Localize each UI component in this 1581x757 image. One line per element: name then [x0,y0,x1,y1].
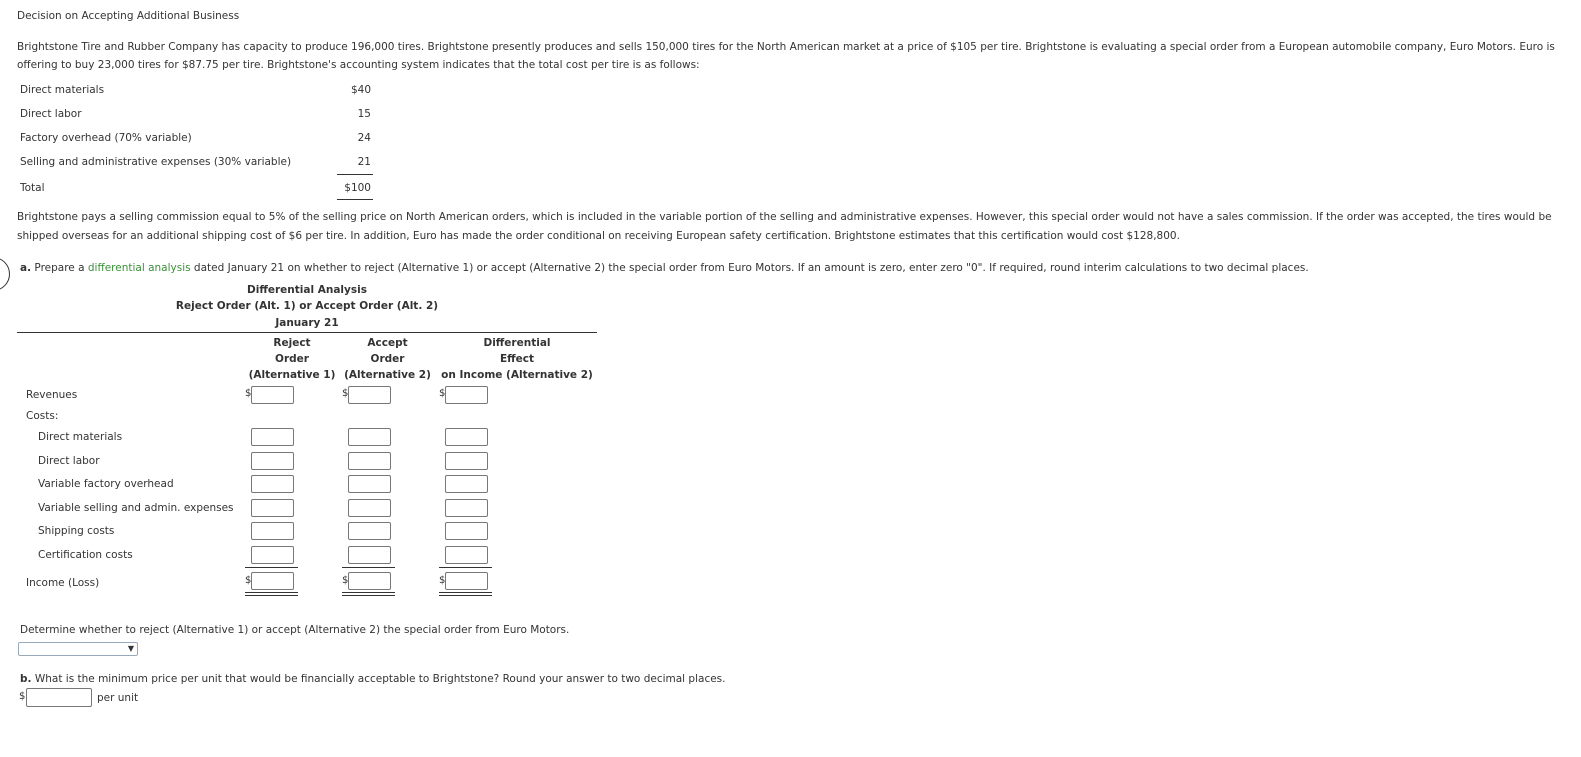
row-label-direct-materials: Direct materials [38,431,123,443]
cost-row-value: $40 [350,84,371,96]
intro-paragraph: Brightstone Tire and Rubber Company has capacity to produce 196,000 tires. Brightstone presently produces and sells 150,000 tires for the North American market at a price of $105 per tire. Brightstone is evaluating a special order from a European automobile company, Euro Motors. Euro is offering to buy 23,000 tires for $87.75 per tire. Brightstone's accounting system indicates that the total cost per tire is as follows: [17,41,1555,71]
row-label-variable-factory-overhead: Variable factory overhead [38,478,174,490]
variable-factory-overhead-accept-input[interactable] [348,475,391,493]
certification-costs-differential-input[interactable] [445,546,488,564]
decision-dropdown[interactable] [18,642,138,656]
direct-materials-accept-input[interactable] [348,428,391,446]
question-a-label: a. [20,262,32,274]
column-header-reject: Reject Order (Alternative 1) [248,337,336,381]
cost-total-rule [337,174,373,175]
question-a [20,262,1309,274]
dollar-sign: $ [19,691,26,702]
analysis-subtitle: Reject Order (Alt. 1) or Accept Order (Alt. 2) [175,300,439,312]
per-unit-label: per unit [97,692,139,704]
row-label-revenues: Revenues [26,389,78,401]
dollar-sign: $ [439,388,446,399]
cost-row-value: $100 [344,182,371,194]
income-reject-input[interactable] [251,572,294,590]
certification-costs-accept-input[interactable] [348,546,391,564]
chevron-down-icon: ▼ [127,644,134,653]
revenues-reject-input[interactable] [251,386,294,404]
analysis-header-rule [17,332,597,333]
shipping-costs-reject-input[interactable] [251,522,294,540]
income-differential-input[interactable] [445,572,488,590]
certification-costs-reject-input[interactable] [251,546,294,564]
double-underline [342,592,395,596]
question-a-pre: Prepare a [34,262,88,274]
subtotal-rule [342,567,395,568]
direct-labor-accept-input[interactable] [348,452,391,470]
row-label-certification-costs: Certification costs [38,549,133,561]
cost-row-value: 15 [357,108,371,120]
variable-selling-admin-differential-input[interactable] [445,499,488,517]
cost-row-label: Factory overhead (70% variable) [20,132,192,144]
direct-materials-reject-input[interactable] [251,428,294,446]
cost-row-value: 24 [357,132,371,144]
minimum-price-input[interactable] [26,688,92,707]
shipping-costs-differential-input[interactable] [445,522,488,540]
question-marker [0,257,10,291]
column-header-accept: Accept Order (Alternative 2) [344,337,431,381]
question-b-label: b. [20,673,32,685]
row-label-shipping-costs: Shipping costs [38,525,115,537]
revenues-differential-input[interactable] [445,386,488,404]
double-underline [439,592,492,596]
variable-factory-overhead-differential-input[interactable] [445,475,488,493]
cost-row-label: Total [20,182,45,194]
dollar-sign: $ [245,575,252,586]
dollar-sign: $ [342,575,349,586]
row-label-income-loss: Income (Loss) [26,577,100,589]
direct-labor-reject-input[interactable] [251,452,294,470]
revenues-accept-input[interactable] [348,386,391,404]
shipping-costs-accept-input[interactable] [348,522,391,540]
income-accept-input[interactable] [348,572,391,590]
analysis-date: January 21 [275,317,339,329]
column-header-differential: Differential Effect on Income (Alternative 2) [441,337,593,381]
differential-analysis-link[interactable]: differential analysis [87,262,191,274]
cost-total-rule [337,199,373,200]
double-underline [245,592,298,596]
cost-row-value: 21 [357,156,371,168]
page-title: Decision on Accepting Additional Business [17,10,240,22]
variable-factory-overhead-reject-input[interactable] [251,475,294,493]
determine-prompt: Determine whether to reject (Alternative 1) or accept (Alternative 2) the special order from Euro Motors. [20,624,570,636]
subtotal-rule [245,567,298,568]
row-label-costs: Costs: [26,410,59,422]
analysis-title: Differential Analysis [247,284,367,296]
direct-materials-differential-input[interactable] [445,428,488,446]
cost-row-label: Selling and administrative expenses (30% variable) [20,156,292,168]
variable-selling-admin-reject-input[interactable] [251,499,294,517]
row-label-variable-selling-admin: Variable selling and admin. expenses [38,502,234,514]
cost-row-label: Direct materials [20,84,105,96]
question-b-text: What is the minimum price per unit that would be financially acceptable to Brightstone? Round your answer to two decimal places. [34,673,726,685]
row-label-direct-labor: Direct labor [38,455,100,467]
subtotal-rule [439,567,492,568]
dollar-sign: $ [245,388,252,399]
commission-paragraph: Brightstone pays a selling commission equal to 5% of the selling price on North American orders, which is included in the variable portion of the selling and administrative expenses. However, this special order would not have a sales commission. If the order was accepted, the tires would be shipped overseas for an additional shipping cost of $6 per tire. In addition, Euro has made the order conditional on receiving European safety certification. Brightstone estimates that this certification would cost $128,800. [17,211,1552,242]
variable-selling-admin-accept-input[interactable] [348,499,391,517]
cost-row-label: Direct labor [20,108,82,120]
dollar-sign: $ [439,575,446,586]
direct-labor-differential-input[interactable] [445,452,488,470]
question-b [20,673,726,685]
question-a-post: dated January 21 on whether to reject (Alternative 1) or accept (Alternative 2) the special order from Euro Motors. If an amount is zero, enter zero "0". If required, round interim calculations to two decimal places. [190,262,1309,274]
dollar-sign: $ [342,388,349,399]
